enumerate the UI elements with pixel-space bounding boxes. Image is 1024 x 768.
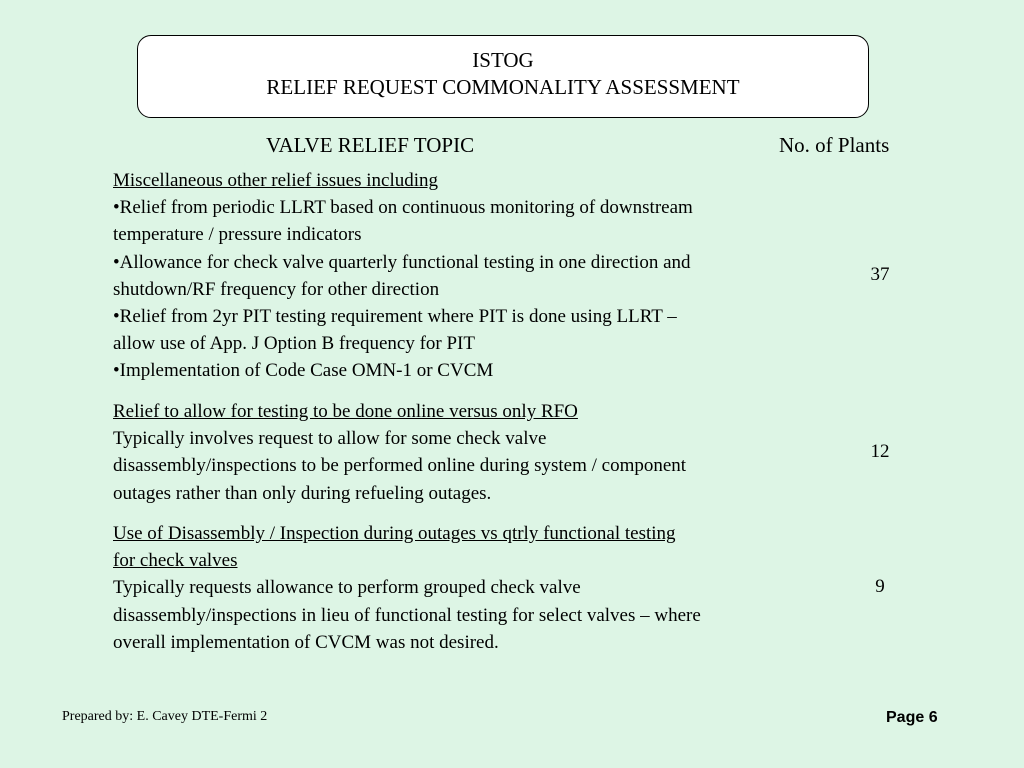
section-heading: Miscellaneous other relief issues including bbox=[113, 170, 439, 191]
title-line-2: RELIEF REQUEST COMMONALITY ASSESSMENT bbox=[266, 75, 740, 99]
section-line: Typically involves request to allow for some check valve bbox=[113, 428, 547, 450]
section-line: disassembly/inspections to be performed online during system / component bbox=[113, 455, 687, 477]
title-box bbox=[137, 35, 869, 118]
section-disassembly-inspection bbox=[113, 520, 833, 656]
section-line: •Implementation of Code Case OMN-1 or CVCM bbox=[113, 360, 494, 382]
section-heading: Relief to allow for testing to be done online versus only RFO bbox=[113, 401, 578, 422]
section-line: •Relief from 2yr PIT testing requirement where PIT is done using LLRT – bbox=[113, 306, 677, 328]
section-misc-relief bbox=[113, 167, 833, 385]
page-number: Page 6 bbox=[886, 709, 938, 726]
section-line: outages rather than only during refueling outages. bbox=[113, 482, 492, 504]
section-line: temperature / pressure indicators bbox=[113, 224, 362, 246]
section-line: Typically requests allowance to perform grouped check valve bbox=[113, 577, 581, 599]
plant-count: 12 bbox=[870, 441, 890, 462]
section-heading: Use of Disassembly / Inspection during outages vs qtrly functional testing bbox=[113, 523, 676, 544]
section-heading: for check valves bbox=[113, 550, 238, 572]
section-online-testing bbox=[113, 398, 833, 507]
section-line: •Relief from periodic LLRT based on continuous monitoring of downstream bbox=[113, 197, 693, 219]
section-line: disassembly/inspections in lieu of functional testing for select valves – where bbox=[113, 604, 701, 626]
column-header-topic: VALVE RELIEF TOPIC bbox=[266, 133, 475, 157]
plant-count: 9 bbox=[875, 576, 885, 597]
title-line-1: ISTOG bbox=[472, 48, 534, 72]
section-line: •Allowance for check valve quarterly functional testing in one direction and bbox=[113, 251, 691, 273]
section-line: shutdown/RF frequency for other direction bbox=[113, 278, 440, 300]
section-line: overall implementation of CVCM was not desired. bbox=[113, 631, 499, 653]
column-header-plants: No. of Plants bbox=[779, 133, 890, 157]
plant-count: 37 bbox=[870, 264, 890, 285]
section-line: allow use of App. J Option B frequency for PIT bbox=[113, 333, 475, 355]
footer-prepared-by: Prepared by: E. Cavey DTE-Fermi 2 bbox=[62, 709, 268, 724]
